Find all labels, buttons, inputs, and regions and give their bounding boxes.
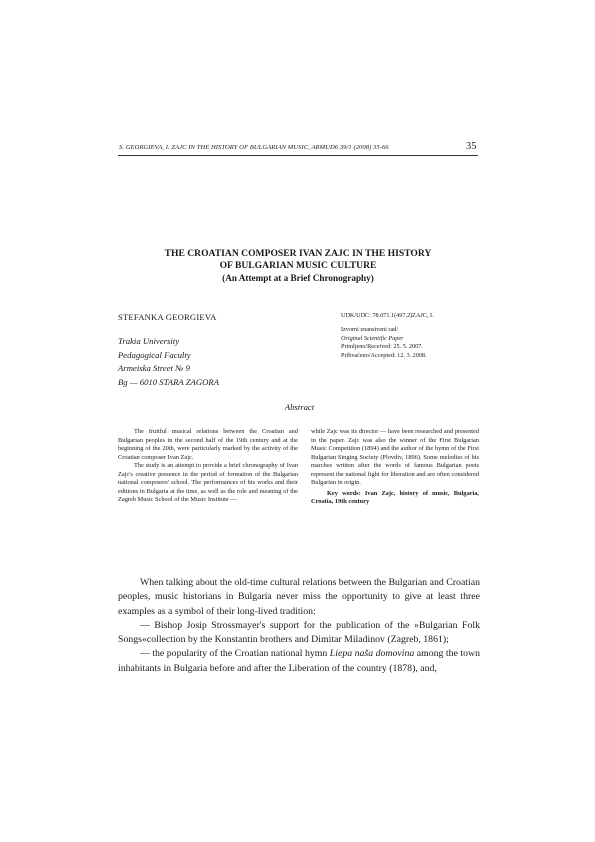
body-text-span: among the town inhabitants in Bulgaria before and after the Liberation of the country (1878), and, (118, 648, 480, 674)
received-date: Primljeno/Received: 25. 5. 2007. (341, 343, 423, 351)
abstract-paragraph: The fruitful musical relations between the Croatian and Bulgarian peoples in the second half of the 19th century and at the beginning of the 20th, were particularly marked by the activity of the Croatian composer Ivan Zajc. (118, 428, 298, 461)
body-paragraph: — Bishop Josip Strossmayer's support for the publication of the »Bulgarian Folk Songs«collection by the Konstantin brothers and Dimitar Miladinov (Zagreb, 1861); (118, 619, 480, 646)
page-number: 35 (466, 141, 477, 152)
running-header: S. GEORGIEVA, I. ZAJC IN THE HISTORY OF BULGARIAN MUSIC, ARMUD6 39/1 (2008) 35-66 (119, 144, 389, 151)
abstract-paragraph: while Zajc was its director — have been researched and presented in the paper. Zajc was also the winner of the First Bulgarian Music Competition (1894) and the author of the hymn of the First Bulgarian Singing Society (Plovdiv, 1896). Some melodies of his marches written after the words of famous Bulgarian poets represent the national fight for liberation and are often considered Bulgarian in origin. (311, 428, 479, 487)
abstract-paragraph: The study is an attempt to provide a brief chronography of Ivan Zajc's creative presence in the period of formation of the Bulgarian national composers' school. The performances of his works and their editions in Bulgaria at the time, as well as the role and meaning of the Zagreb Music School of the Music Institute — (118, 462, 298, 504)
body-text-span: — the popularity of the Croatian national hymn (140, 648, 330, 660)
body-paragraph (118, 647, 480, 676)
affiliation-line: Trakia University (118, 336, 180, 346)
affiliation-line: Bg — 6010 STARA ZAGORA (118, 376, 220, 387)
accepted-date: Prihvaćeno/Accepted: 12. 3. 2008. (341, 351, 427, 359)
article-meta (341, 326, 427, 360)
article-title (118, 248, 478, 284)
author-affiliation (118, 335, 219, 389)
author-name: STEFANKA GEORGIEVA (118, 312, 217, 322)
affiliation-line: Pedagogical Faculty (118, 349, 191, 360)
title-subtitle: (An Attempt at a Brief Chronography) (222, 273, 374, 283)
affiliation-line: Armeiska Street № 9 (118, 363, 190, 373)
paper-type-hr: Izvorni znanstveni rad/ (341, 326, 399, 333)
title-line-2: OF BULGARIAN MUSIC CULTURE (219, 260, 377, 271)
paper-type-en: Original Scientific Paper (341, 334, 404, 342)
abstract-column-right (311, 428, 479, 507)
keywords: Key words: Ivan Zajc, history of music, Bulgaria, Croatia, 19th century (311, 489, 479, 506)
udk-code: UDK/UDC: 78.071.1(497.2)ZAJC, I. (341, 312, 434, 319)
body-text (118, 576, 480, 676)
title-line-1: THE CROATIAN COMPOSER IVAN ZAJC IN THE HISTORY (164, 248, 432, 259)
header-rule (118, 155, 478, 156)
body-paragraph: When talking about the old-time cultural relations between the Bulgarian and Croatian peoples, music historians in Bulgaria never miss the opportunity to give at least three examples as a symbol of their long-lived tradition: (118, 577, 480, 617)
abstract-heading: Abstract (284, 402, 315, 412)
abstract-column-left (118, 428, 298, 505)
hymn-title: Liepa naša domovina (329, 648, 415, 660)
